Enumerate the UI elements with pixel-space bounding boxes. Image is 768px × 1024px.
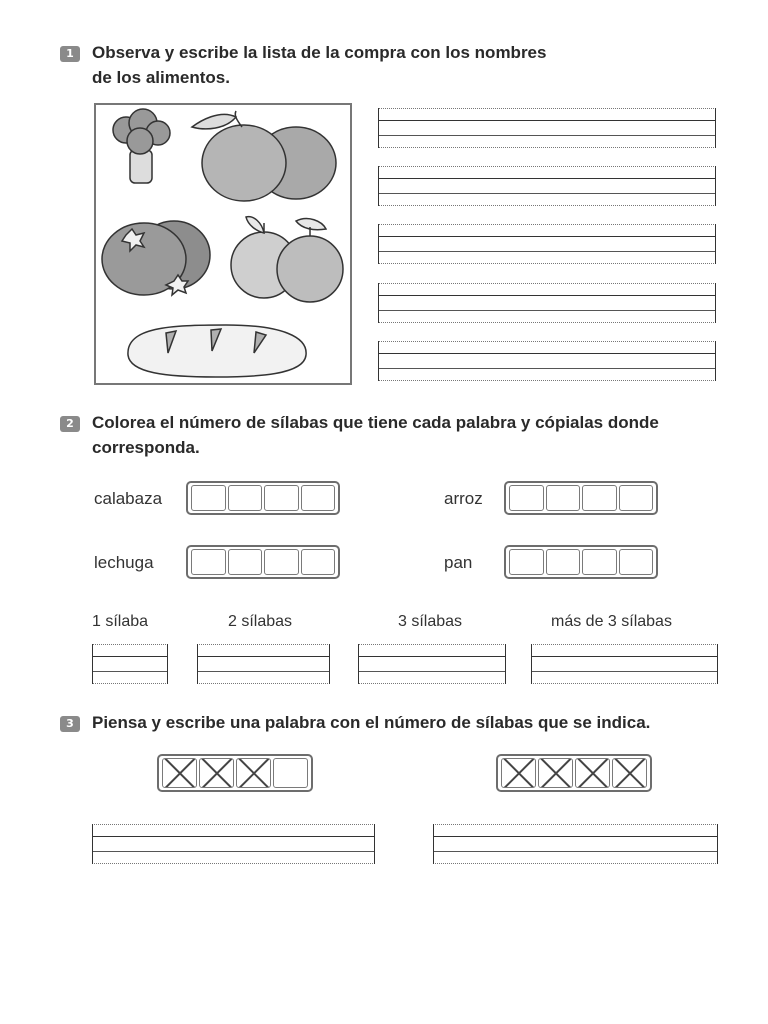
syllable-cell[interactable] — [264, 549, 299, 575]
bread-icon — [128, 325, 306, 377]
answer-writing-line-1[interactable] — [92, 824, 375, 864]
category-label-3: 3 sílabas — [398, 613, 463, 630]
word-arroz: arroz — [444, 489, 483, 508]
exercise-2-instruction-line-1: Colorea el número de sílabas que tiene cada palabra y cópialas donde — [92, 413, 659, 432]
syllable-cell-marked — [501, 758, 536, 788]
syllable-cell[interactable] — [546, 485, 581, 511]
exercise-1-instruction-line-2: de los alimentos. — [92, 68, 230, 87]
apples-icon — [192, 111, 336, 201]
syllable-cell[interactable] — [228, 485, 263, 511]
writing-line-2[interactable] — [378, 166, 716, 206]
syllable-box-pan[interactable] — [504, 545, 658, 579]
syllable-cell[interactable] — [509, 485, 544, 511]
syllable-box-lechuga[interactable] — [186, 545, 340, 579]
exercise-1-number: 1 — [60, 46, 80, 62]
syllable-cell[interactable] — [228, 549, 263, 575]
exercise-2-instruction-line-2: corresponda. — [92, 438, 200, 457]
syllable-cell-empty — [273, 758, 308, 788]
syllable-cell[interactable] — [301, 549, 336, 575]
syllable-cell[interactable] — [264, 485, 299, 511]
syllable-cell[interactable] — [582, 485, 617, 511]
syllable-cell-marked — [236, 758, 271, 788]
syllable-cell-marked — [575, 758, 610, 788]
syllable-cell[interactable] — [509, 549, 544, 575]
syllable-cell-marked — [612, 758, 647, 788]
food-drawing — [96, 105, 350, 383]
answer-writing-line-2[interactable] — [433, 824, 718, 864]
syllable-cell-marked — [199, 758, 234, 788]
exercise-2-number: 2 — [60, 416, 80, 432]
syllable-cell[interactable] — [191, 485, 226, 511]
food-illustration — [94, 103, 352, 385]
exercise-3-number: 3 — [60, 716, 80, 732]
exercise-1-instruction-line-1: Observa y escribe la lista de la compra con los nombres — [92, 43, 547, 62]
category-writing-line-3[interactable] — [358, 644, 506, 684]
syllable-cell[interactable] — [301, 485, 336, 511]
category-writing-line-4[interactable] — [531, 644, 718, 684]
word-calabaza: calabaza — [94, 489, 163, 508]
syllable-box-three — [157, 754, 313, 792]
category-label-4: más de 3 sílabas — [551, 613, 672, 630]
syllable-cell[interactable] — [582, 549, 617, 575]
syllable-cell-marked — [538, 758, 573, 788]
writing-line-1[interactable] — [378, 108, 716, 148]
category-writing-line-2[interactable] — [197, 644, 330, 684]
category-writing-line-1[interactable] — [92, 644, 168, 684]
oranges-icon — [231, 217, 343, 302]
category-label-1: 1 sílaba — [92, 613, 149, 630]
broccoli-icon — [113, 109, 170, 183]
syllable-box-four — [496, 754, 652, 792]
writing-line-3[interactable] — [378, 224, 716, 264]
syllable-box-arroz[interactable] — [504, 481, 658, 515]
category-label-2: 2 sílabas — [228, 613, 293, 630]
writing-line-4[interactable] — [378, 283, 716, 323]
syllable-cell-marked — [162, 758, 197, 788]
word-pan: pan — [444, 553, 473, 572]
syllable-cell[interactable] — [619, 485, 654, 511]
exercise-3-instruction: Piensa y escribe una palabra con el número de sílabas que se indica. — [92, 713, 651, 732]
tomatoes-icon — [102, 221, 210, 295]
writing-line-5[interactable] — [378, 341, 716, 381]
syllable-cell[interactable] — [191, 549, 226, 575]
word-lechuga: lechuga — [94, 553, 154, 572]
syllable-cell[interactable] — [546, 549, 581, 575]
syllable-cell[interactable] — [619, 549, 654, 575]
syllable-box-calabaza[interactable] — [186, 481, 340, 515]
